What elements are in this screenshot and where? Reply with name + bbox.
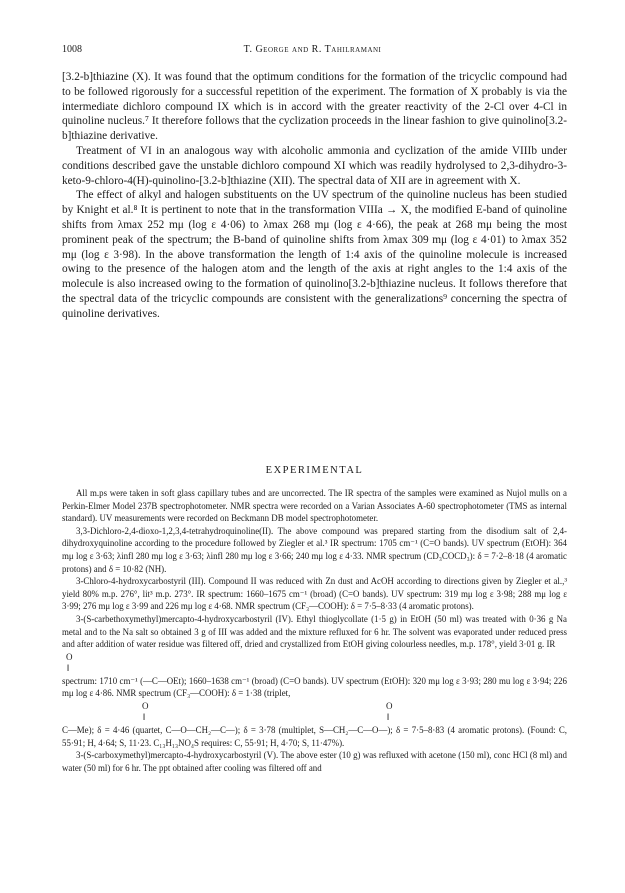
running-head: T. George and R. Tahilramani: [243, 44, 382, 55]
experimental-paragraph-4: spectrum: 1710 cm⁻¹ (—C—OEt); 1660–1638 cm⁻¹ (broad) (C=O bands). UV spectrum (EtOH): 320 mμ log ε 3·93; 280 mu log ε 3·94; 226 mμ log ε 4·86. NMR spectrum (CF₃—COOH): δ = 1·38 (triplet,: [62, 675, 567, 699]
page-number: 1008: [62, 44, 82, 55]
body-paragraph-2: Treatment of VI in an analogous way with alcoholic ammonia and cyclization of the amide VIIIb under conditions described gave the unstable dichloro compound XI which was readily hydrolysed to 2,3-dihydro-3-keto-9-chloro-4(H)-quinolino-[3.2-b]thiazine (XII). The spectral data of XII are in agreement with X.: [62, 144, 567, 187]
formula-oxygen: O: [142, 700, 149, 711]
experimental-text: [62, 487, 567, 774]
experimental-paragraph-6: 3-(S-carboxymethyl)mercapto-4-hydroxycarbostyril (V). The above ester (10 g) was refluxed with acetone (150 ml), conc HCl (8 ml) and water (50 ml) for 6 hr. The ppt obtained after cooling was filtered off and: [62, 750, 567, 773]
formula-nmr-marks: [62, 700, 567, 724]
formula-oxygen: O: [386, 700, 393, 711]
experimental-paragraph-3: 3-(S-carbethoxymethyl)mercapto-4-hydroxycarbostyril (IV). Ethyl thioglycollate (1·5 g) in EtOH (50 ml) was treated with 0·36 g Na metal and to the Na salt so obtained 3 g of III was added and the mixture refluxed for 6 hr. The solvent was evaporated under reduced press and after addition of water residue was filtered off, dried and crystallized from EtOH giving colourless needles, m.p. 178°, yield 3·01 g. IR: [62, 613, 567, 650]
experimental-paragraph-2: 3-Chloro-4-hydroxycarbostyril (III). Compound II was reduced with Zn dust and AcOH according to directions given by Ziegler et al.,³ yield 80% m.p. 276°, lit³ m.p. 273°. IR spectrum: 1660–1675 cm⁻¹ (broad) (C=O bands). UV spectrum: 319 mμ log ε 3·98; 288 mμ log ε 3·99; 276 mμ log ε 3·99 and 226 mμ log ε 4·68. NMR spectrum (CF₃—COOH): δ = 7·5–8·33 (4 aromatic protons).: [62, 576, 567, 612]
body-paragraph-3: The effect of alkyl and halogen substituents on the UV spectrum of the quinoline nucleus has been studied by Knight et al.⁸ It is pertinent to note that in the transformation VIIIa → X, the modified E-band of quinoline shifts from λmax 252 mμ (log ε 4·06) to λmax 268 mμ (log ε 4·66), the peak at 268 mμ being the most prominent peak of the spectrum; the B-band of quinoline shifts from λmax 309 mμ (log ε 4·01) to λmax 352 mμ (log ε 3·98). In the above transformation the length of 1:4 axis of the quinoline molecule is increased owing to the presence of the halogen atom and the length of the axis at right angles to the 1:4 axis of the molecule is also increased owing to the formation of quinolino[3.2-b]thiazine nucleus. It follows therefore that the spectral data of the tricyclic compounds are consistent with the generalizations⁹ concerning the spectra of quinoline derivatives.: [62, 189, 567, 320]
body-paragraph-1: [3.2-b]thiazine (X). It was found that the optimum conditions for the formation of the tricyclic compound had to be followed rigorously for a successful repetition of the experiment. The formation of X probably is via the intermediate dichloro compound IX which is in accord with the greater reactivity of the 2-Cl over 4-Cl in quinoline nucleus.⁷ It therefore follows that the cyclization proceeds in the linear fashion to give quinolino[3.2-b]thiazine derivative.: [62, 71, 567, 143]
experimental-paragraph-1: 3,3-Dichloro-2,4-dioxo-1,2,3,4-tetrahydroquinoline(II). The above compound was prepared starting from the disodium salt of 2,4-dihydroxyquinoline according to the procedure followed by Ziegler et al.³ IR spectrum: 1705 cm⁻¹ (C=O bands). UV spectrum (EtOH): 364 mμ log ε 3·63; λinfl 280 mμ log ε 3·63; λinfl 280 mμ log ε 3·66; 240 mμ log ε 4·33. NMR spectrum (CD₃COCD₃): δ = 7·2–8·18 (4 aromatic protons) and δ = 10·82 (NH).: [62, 525, 567, 574]
formula-oxygen: O: [66, 651, 73, 662]
formula-ir-ester: [62, 651, 567, 675]
experimental-paragraph-5: C—Me); δ = 4·46 (quartet, C—O—CH₂—C—); δ = 3·78 (multiplet, S—CH₂—C—O—); δ = 7·5–8·83 (4 aromatic protons). (Found: C, 55·91; H, 4·64; S, 11·23. C₁₃H₁₃NO₄S requires: C, 55·91; H, 4·70; S, 11·47%).: [62, 724, 567, 748]
experimental-intro: All m.ps were taken in soft glass capillary tubes and are uncorrected. The IR spectra of the samples were examined as Nujol mulls on a Perkin-Elmer Model 237B spectrophotometer. NMR spectra were recorded on a Varian Associates A-60 spectrophotometer (TMS as internal standard). UV measurements were recorded on Beckmann DB model spectrophotometer.: [62, 488, 567, 524]
page-header: [62, 44, 563, 60]
formula-double-bond: ‖: [143, 711, 146, 722]
formula-double-bond: ‖: [67, 662, 70, 673]
discussion-text: [62, 70, 567, 322]
experimental-heading: EXPERIMENTAL: [265, 465, 364, 476]
formula-double-bond: ‖: [387, 711, 390, 722]
